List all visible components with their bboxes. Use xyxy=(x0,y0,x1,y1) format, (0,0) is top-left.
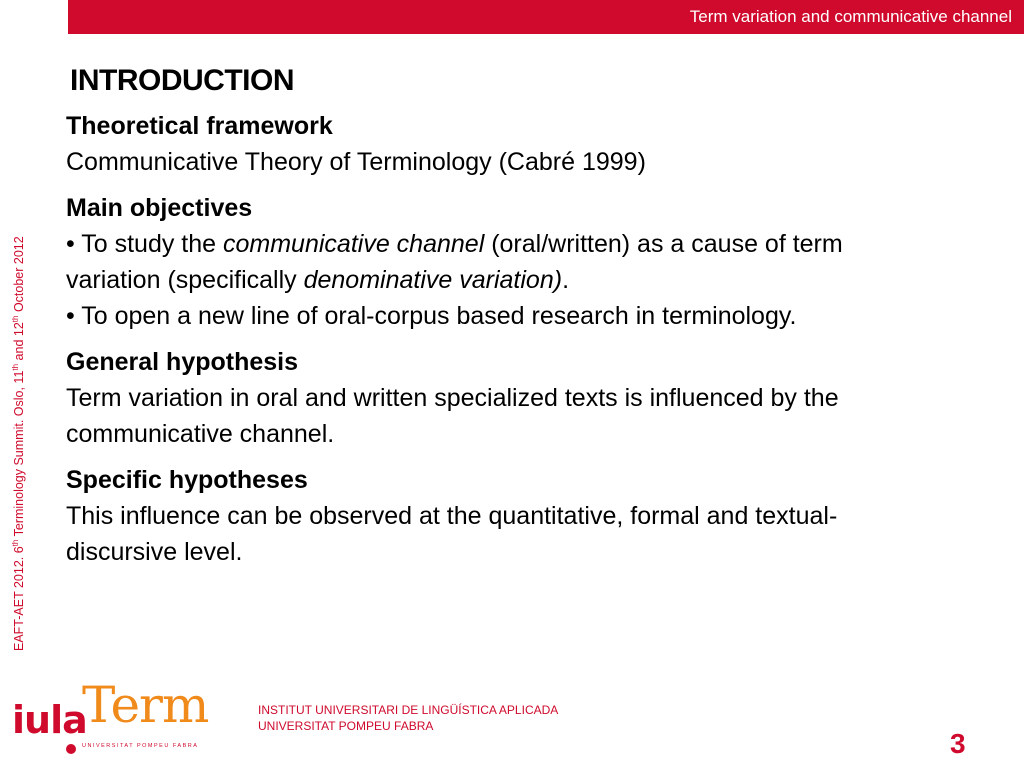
presentation-title: Term variation and communicative channel xyxy=(689,7,1012,26)
slide-content xyxy=(66,108,886,580)
objective-text: . xyxy=(562,266,570,294)
page-number: 3 xyxy=(950,728,966,759)
logo-iula-text: iula xyxy=(12,698,87,742)
logo-term-text: Term xyxy=(82,676,209,734)
objective-text: • To study the xyxy=(66,230,223,258)
section-main-objectives xyxy=(66,190,886,334)
caption-text: EAFT-AET 2012. 6 xyxy=(12,546,27,651)
caption-text: October 2012 xyxy=(12,236,27,316)
university-seal-icon xyxy=(66,744,76,754)
university-name: UNIVERSITAT POMPEU FABRA xyxy=(258,719,434,733)
caption-text: Terminology Summit. Oslo, 11 xyxy=(12,370,27,540)
objective-text: (oral/written) as a cause of term variation (specifically xyxy=(66,230,843,294)
slide-heading: INTRODUCTION xyxy=(70,64,294,97)
caption-superscript: th xyxy=(11,363,20,371)
institution-info xyxy=(258,702,558,734)
logo-university-text: UNIVERSITAT POMPEU FABRA xyxy=(82,743,199,749)
objective-bullet-2: • To open a new line of oral-corpus based research in terminology. xyxy=(66,302,797,330)
institution-name: INSTITUT UNIVERSITARI DE LINGÜÍSTICA APLICADA xyxy=(258,703,559,717)
objective-emphasis: denominative variation) xyxy=(303,266,563,294)
caption-superscript: th xyxy=(11,539,20,547)
section-theoretical-framework xyxy=(66,108,886,180)
section-specific-hypotheses xyxy=(66,462,886,570)
section-text: This influence can be observed at the quantitative, formal and textual-discursive level. xyxy=(66,502,838,566)
section-title: General hypothesis xyxy=(66,348,299,376)
objective-emphasis: communicative channel xyxy=(223,230,485,258)
section-title: Main objectives xyxy=(66,194,253,222)
section-general-hypothesis xyxy=(66,344,886,452)
header-bar xyxy=(68,0,1024,34)
side-caption-wrap xyxy=(2,176,30,651)
section-title: Specific hypotheses xyxy=(66,466,308,494)
section-text: Term variation in oral and written specialized texts is influenced by the communicative channel. xyxy=(66,384,839,448)
section-text: Communicative Theory of Terminology (Cabré 1999) xyxy=(66,148,646,176)
section-title: Theoretical framework xyxy=(66,112,333,140)
iulaterm-logo xyxy=(12,676,222,760)
caption-text: and 12 xyxy=(12,322,27,364)
caption-superscript: th xyxy=(11,315,20,323)
conference-caption xyxy=(2,176,33,651)
objective-bullet-1 xyxy=(66,226,886,298)
